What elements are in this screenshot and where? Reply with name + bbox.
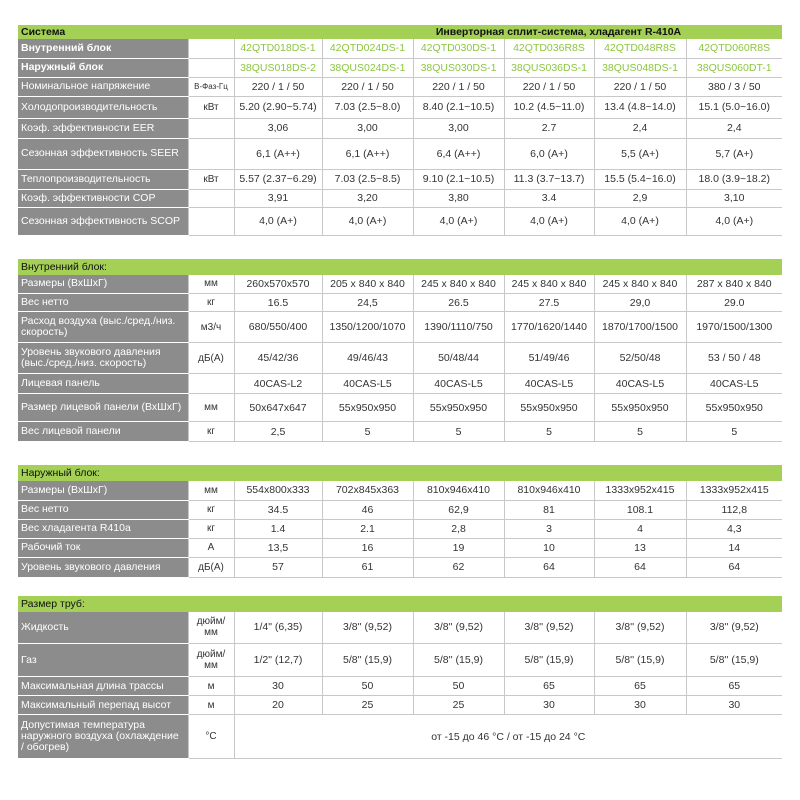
value-cell: 5.57 (2.37~6.29)	[234, 169, 322, 189]
spec-row	[18, 138, 782, 169]
row-label: Допустимая температура наружного воздуха (охлаждение / обогрев)	[18, 715, 188, 759]
row-unit: дюйм/ мм	[188, 644, 234, 677]
value-cell: 3,20	[322, 189, 413, 207]
value-cell: 29.0	[686, 294, 782, 312]
value-cell: 30	[686, 696, 782, 715]
value-cell: 55x950x950	[322, 394, 413, 422]
row-unit: мм	[188, 275, 234, 294]
value-cell: 30	[504, 696, 594, 715]
value-cell: 3,10	[686, 189, 782, 207]
value-cell: 40CAS-L5	[504, 374, 594, 394]
value-cell: 16.5	[234, 294, 322, 312]
spec-row	[18, 169, 782, 189]
spec-row	[18, 481, 782, 500]
row-unit: мм	[188, 481, 234, 500]
row-unit: дБ(А)	[188, 557, 234, 577]
row-label: Жидкость	[18, 612, 188, 644]
value-cell: 3,80	[413, 189, 504, 207]
value-cell: 7.03 (2.5~8.0)	[322, 96, 413, 118]
row-label: Размеры (ВхШхГ)	[18, 481, 188, 500]
value-cell: 680/550/400	[234, 312, 322, 343]
value-cell: 380 / 3 / 50	[686, 77, 782, 96]
row-unit	[188, 118, 234, 138]
value-cell: 18.0 (3.9~18.2)	[686, 169, 782, 189]
value-cell: 5	[322, 422, 413, 442]
row-label: Размеры (ВхШхГ)	[18, 275, 188, 294]
value-cell: 13.4 (4.8~14.0)	[594, 96, 686, 118]
row-label: Наружный блок	[18, 58, 188, 77]
value-cell: 5/8'' (15,9)	[413, 644, 504, 677]
row-unit	[188, 138, 234, 169]
value-cell: 34.5	[234, 500, 322, 519]
value-cell: 24,5	[322, 294, 413, 312]
value-cell: 50/48/44	[413, 343, 504, 374]
value-cell: 4,0 (A+)	[413, 207, 504, 235]
row-label: Вес лицевой панели	[18, 422, 188, 442]
value-cell: 10.2 (4.5~11.0)	[504, 96, 594, 118]
row-unit	[188, 189, 234, 207]
row-label: Коэф. эффективности COP	[18, 189, 188, 207]
model-cell: 42QTD018DS-1	[234, 39, 322, 58]
value-cell: 205 x 840 x 840	[322, 275, 413, 294]
row-unit: кг	[188, 519, 234, 538]
value-cell: 5	[504, 422, 594, 442]
row-unit: м3/ч	[188, 312, 234, 343]
spec-row	[18, 500, 782, 519]
value-cell: 5/8'' (15,9)	[322, 644, 413, 677]
value-cell: 40CAS-L5	[686, 374, 782, 394]
row-unit	[188, 207, 234, 235]
value-cell: 4	[594, 519, 686, 538]
row-label: Расход воздуха (выс./сред./низ. скорость)	[18, 312, 188, 343]
model-cell: 42QTD030DS-1	[413, 39, 504, 58]
value-cell: 49/46/43	[322, 343, 413, 374]
row-unit: дюйм/ мм	[188, 612, 234, 644]
row-unit: м	[188, 696, 234, 715]
spec-row	[18, 677, 782, 696]
value-cell: 4,0 (A+)	[322, 207, 413, 235]
value-cell: 1.4	[234, 519, 322, 538]
value-cell: 65	[686, 677, 782, 696]
row-label: Лицевая панель	[18, 374, 188, 394]
value-cell: 6,1 (A++)	[322, 138, 413, 169]
value-cell: 57	[234, 557, 322, 577]
value-cell: 64	[504, 557, 594, 577]
value-cell: 81	[504, 500, 594, 519]
value-cell: 5.20 (2.90~5.74)	[234, 96, 322, 118]
value-cell: 4,0 (A+)	[504, 207, 594, 235]
value-cell: 2,4	[686, 118, 782, 138]
row-unit: А	[188, 538, 234, 557]
spec-row	[18, 96, 782, 118]
temperature-row	[18, 715, 782, 759]
value-cell: 5,5 (A+)	[594, 138, 686, 169]
row-label: Вес нетто	[18, 500, 188, 519]
model-cell: 38QUS036DS-1	[504, 58, 594, 77]
value-cell: 10	[504, 538, 594, 557]
model-cell: 42QTD048R8S	[594, 39, 686, 58]
row-unit: дБ(А)	[188, 343, 234, 374]
value-cell: 50	[413, 677, 504, 696]
value-cell: 40CAS-L5	[322, 374, 413, 394]
value-cell: 245 x 840 x 840	[504, 275, 594, 294]
value-cell: 9.10 (2.1~10.5)	[413, 169, 504, 189]
row-label: Коэф. эффективности EER	[18, 118, 188, 138]
value-cell: 20	[234, 696, 322, 715]
spec-row	[18, 538, 782, 557]
value-cell: 50	[322, 677, 413, 696]
value-cell: 2,9	[594, 189, 686, 207]
spec-sheet	[18, 25, 782, 759]
model-cell: 42QTD060R8S	[686, 39, 782, 58]
row-unit: м	[188, 677, 234, 696]
value-cell: 55x950x950	[413, 394, 504, 422]
value-cell: 220 / 1 / 50	[234, 77, 322, 96]
model-cell: 38QUS030DS-1	[413, 58, 504, 77]
value-cell: 64	[686, 557, 782, 577]
value-cell: 3,00	[322, 118, 413, 138]
row-label: Уровень звукового давления (выс./сред./низ. скорость)	[18, 343, 188, 374]
row-unit	[188, 374, 234, 394]
value-cell: 4,0 (A+)	[234, 207, 322, 235]
value-cell: 554x800x333	[234, 481, 322, 500]
row-unit: кг	[188, 500, 234, 519]
value-cell: 5	[413, 422, 504, 442]
model-cell: 38QUS060DT-1	[686, 58, 782, 77]
value-cell: 8.40 (2.1~10.5)	[413, 96, 504, 118]
spec-row	[18, 644, 782, 677]
value-cell: 15.5 (5.4~16.0)	[594, 169, 686, 189]
outdoor-section-header	[18, 465, 782, 481]
system-label: Система	[18, 25, 188, 39]
row-label: Газ	[18, 644, 188, 677]
value-cell: 220 / 1 / 50	[413, 77, 504, 96]
value-cell: 61	[322, 557, 413, 577]
model-cell: 42QTD036R8S	[504, 39, 594, 58]
row-label: Максимальный перепад высот	[18, 696, 188, 715]
indoor-models-row	[18, 39, 782, 58]
value-cell: 3,06	[234, 118, 322, 138]
value-cell: 40CAS-L2	[234, 374, 322, 394]
spec-row	[18, 374, 782, 394]
value-cell: 5/8'' (15,9)	[594, 644, 686, 677]
value-cell: 6,4 (A++)	[413, 138, 504, 169]
value-cell: 220 / 1 / 50	[504, 77, 594, 96]
row-label: Теплопроизводительность	[18, 169, 188, 189]
value-cell: 40CAS-L5	[413, 374, 504, 394]
value-cell: 62,9	[413, 500, 504, 519]
value-cell: 16	[322, 538, 413, 557]
value-cell: 1333x952x415	[686, 481, 782, 500]
value-cell: 1350/1200/1070	[322, 312, 413, 343]
value-cell: 3/8'' (9,52)	[686, 612, 782, 644]
value-cell: 3/8'' (9,52)	[413, 612, 504, 644]
row-label: Холодопроизводительность	[18, 96, 188, 118]
row-unit: кВт	[188, 96, 234, 118]
spec-row	[18, 394, 782, 422]
model-cell: 38QUS024DS-1	[322, 58, 413, 77]
value-cell: 1770/1620/1440	[504, 312, 594, 343]
value-cell: 62	[413, 557, 504, 577]
value-cell: 5/8'' (15,9)	[686, 644, 782, 677]
model-cell: 38QUS018DS-2	[234, 58, 322, 77]
value-cell: 3,00	[413, 118, 504, 138]
row-unit: кг	[188, 422, 234, 442]
value-cell: 1/2" (12,7)	[234, 644, 322, 677]
temperature-range: от -15 до 46 °С / от -15 до 24 °С	[234, 715, 782, 759]
value-cell: 1390/1110/750	[413, 312, 504, 343]
row-unit: кг	[188, 294, 234, 312]
value-cell: 13,5	[234, 538, 322, 557]
value-cell: 25	[322, 696, 413, 715]
outdoor-table	[18, 465, 782, 578]
value-cell: 6,0 (A+)	[504, 138, 594, 169]
value-cell: 1970/1500/1300	[686, 312, 782, 343]
value-cell: 245 x 840 x 840	[594, 275, 686, 294]
pipes-table	[18, 596, 782, 760]
value-cell: 5	[594, 422, 686, 442]
value-cell: 112,8	[686, 500, 782, 519]
value-cell: 245 x 840 x 840	[413, 275, 504, 294]
row-label: Рабочий ток	[18, 538, 188, 557]
value-cell: 40CAS-L5	[594, 374, 686, 394]
row-unit: кВт	[188, 169, 234, 189]
row-label: Вес нетто	[18, 294, 188, 312]
value-cell: 51/49/46	[504, 343, 594, 374]
value-cell: 65	[504, 677, 594, 696]
system-header-row	[18, 25, 782, 39]
value-cell: 810x946x410	[504, 481, 594, 500]
value-cell: 7.03 (2.5~8.5)	[322, 169, 413, 189]
row-unit: В-Фаз-Гц	[188, 77, 234, 96]
value-cell: 3.4	[504, 189, 594, 207]
value-cell: 3/8'' (9,52)	[322, 612, 413, 644]
value-cell: 50x647x647	[234, 394, 322, 422]
value-cell: 260x570x570	[234, 275, 322, 294]
value-cell: 810x946x410	[413, 481, 504, 500]
value-cell: 15.1 (5.0~16.0)	[686, 96, 782, 118]
spec-row	[18, 422, 782, 442]
pipes-section-header	[18, 596, 782, 612]
section-title: Внутренний блок:	[18, 259, 782, 275]
row-label: Сезонная эффективность SEER	[18, 138, 188, 169]
value-cell: 5,7 (A+)	[686, 138, 782, 169]
value-cell: 46	[322, 500, 413, 519]
value-cell: 4,0 (A+)	[686, 207, 782, 235]
value-cell: 64	[594, 557, 686, 577]
value-cell: 1333x952x415	[594, 481, 686, 500]
value-cell: 14	[686, 538, 782, 557]
value-cell: 287 x 840 x 840	[686, 275, 782, 294]
row-label: Уровень звукового давления	[18, 557, 188, 577]
section-title: Размер труб:	[18, 596, 782, 612]
value-cell: 3/8'' (9,52)	[504, 612, 594, 644]
value-cell: 220 / 1 / 50	[322, 77, 413, 96]
value-cell: 2,5	[234, 422, 322, 442]
spec-row	[18, 118, 782, 138]
value-cell: 2,8	[413, 519, 504, 538]
value-cell: 4,3	[686, 519, 782, 538]
value-cell: 702x845x363	[322, 481, 413, 500]
value-cell: 108.1	[594, 500, 686, 519]
value-cell: 2,4	[594, 118, 686, 138]
value-cell: 55x950x950	[504, 394, 594, 422]
row-unit: °С	[188, 715, 234, 759]
value-cell: 220 / 1 / 50	[594, 77, 686, 96]
spec-row	[18, 294, 782, 312]
value-cell: 25	[413, 696, 504, 715]
outdoor-models-row	[18, 58, 782, 77]
row-label: Максимальная длина трассы	[18, 677, 188, 696]
row-label: Внутренний блок	[18, 39, 188, 58]
value-cell: 2.1	[322, 519, 413, 538]
value-cell: 65	[594, 677, 686, 696]
value-cell: 5/8'' (15,9)	[504, 644, 594, 677]
value-cell: 55x950x950	[686, 394, 782, 422]
value-cell: 52/50/48	[594, 343, 686, 374]
system-table	[18, 25, 782, 236]
value-cell: 2.7	[504, 118, 594, 138]
value-cell: 53 / 50 / 48	[686, 343, 782, 374]
value-cell: 30	[234, 677, 322, 696]
value-cell: 3,91	[234, 189, 322, 207]
value-cell: 5	[686, 422, 782, 442]
value-cell: 45/42/36	[234, 343, 322, 374]
model-cell: 38QUS048DS-1	[594, 58, 686, 77]
value-cell: 1/4" (6,35)	[234, 612, 322, 644]
spec-row	[18, 207, 782, 235]
row-label: Вес хладагента R410a	[18, 519, 188, 538]
value-cell: 26.5	[413, 294, 504, 312]
spec-row	[18, 612, 782, 644]
indoor-table	[18, 259, 782, 443]
spec-row	[18, 557, 782, 577]
row-label: Размер лицевой панели (ВхШхГ)	[18, 394, 188, 422]
value-cell: 4,0 (A+)	[594, 207, 686, 235]
value-cell: 55x950x950	[594, 394, 686, 422]
model-cell: 42QTD024DS-1	[322, 39, 413, 58]
value-cell: 3	[504, 519, 594, 538]
value-cell: 11.3 (3.7~13.7)	[504, 169, 594, 189]
section-title: Наружный блок:	[18, 465, 782, 481]
spec-row	[18, 519, 782, 538]
row-unit: мм	[188, 394, 234, 422]
value-cell: 3/8'' (9,52)	[594, 612, 686, 644]
row-label: Номинальное напряжение	[18, 77, 188, 96]
spec-row	[18, 189, 782, 207]
value-cell: 13	[594, 538, 686, 557]
value-cell: 29,0	[594, 294, 686, 312]
value-cell: 19	[413, 538, 504, 557]
indoor-section-header	[18, 259, 782, 275]
spec-row	[18, 77, 782, 96]
spec-row	[18, 696, 782, 715]
system-title: Инверторная сплит-система, хладагент R-410A	[188, 25, 782, 39]
spec-row	[18, 312, 782, 343]
spec-row	[18, 275, 782, 294]
value-cell: 30	[594, 696, 686, 715]
value-cell: 6,1 (A++)	[234, 138, 322, 169]
row-label: Сезонная эффективность SCOP	[18, 207, 188, 235]
value-cell: 1870/1700/1500	[594, 312, 686, 343]
value-cell: 27.5	[504, 294, 594, 312]
spec-row	[18, 343, 782, 374]
